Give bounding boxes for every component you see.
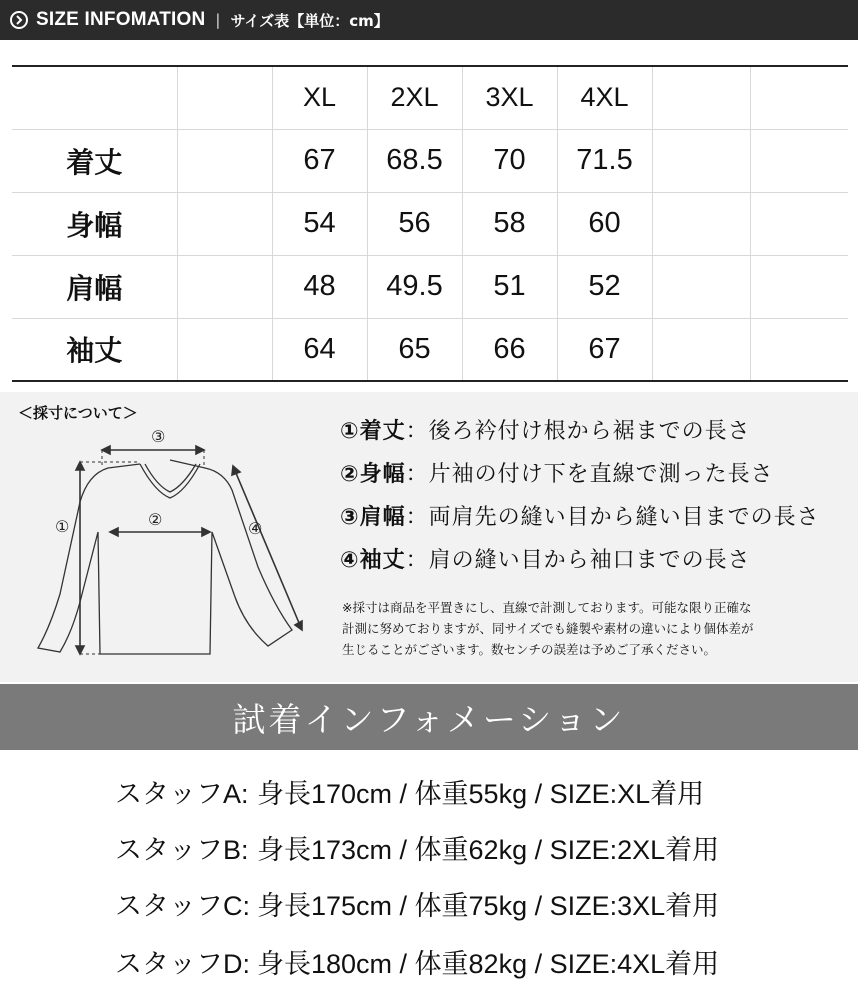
- marker-3: ③: [151, 427, 166, 446]
- table-cell: 70: [462, 129, 557, 192]
- table-cell: 54: [272, 192, 367, 255]
- table-cell: 48: [272, 255, 367, 318]
- row-label: 身幅: [12, 192, 177, 255]
- row-label: 袖丈: [12, 318, 177, 381]
- empty-cell: [750, 318, 848, 381]
- table-cell: 51: [462, 255, 557, 318]
- table-cell: 49.5: [367, 255, 462, 318]
- size-info-header: [0, 0, 858, 40]
- staff-line: [115, 772, 704, 811]
- column-header: 2XL: [367, 66, 462, 129]
- sleeve-length-arrow: [233, 466, 302, 630]
- table-cell: 52: [557, 255, 652, 318]
- empty-cell: [750, 255, 848, 318]
- definition-text: ：片袖の付け下を直線で測った長さ: [405, 462, 774, 487]
- empty-cell: [177, 66, 272, 129]
- table-cell: 56: [367, 192, 462, 255]
- column-header: XL: [272, 66, 367, 129]
- table-row: [12, 318, 848, 381]
- table-cell: 60: [557, 192, 652, 255]
- table-row: [12, 129, 848, 192]
- marker-4: ④: [248, 519, 263, 538]
- table-cell: 68.5: [367, 129, 462, 192]
- shirt-collar-inner: [145, 464, 196, 492]
- staff-info: 身長175cm / 体重75kg / SIZE:3XL着用: [257, 891, 720, 921]
- definition-text: ：肩の縫い目から袖口までの長さ: [405, 548, 751, 573]
- table-cell: 65: [367, 318, 462, 381]
- table-cell: 58: [462, 192, 557, 255]
- empty-cell: [652, 192, 750, 255]
- empty-cell: [652, 129, 750, 192]
- size-table: [12, 65, 848, 382]
- table-cell: 71.5: [557, 129, 652, 192]
- definition-text: ：後ろ衿付け根から裾までの長さ: [405, 419, 751, 444]
- definition-label: ②身幅: [340, 462, 406, 487]
- table-cell: 67: [272, 129, 367, 192]
- tryon-title: 試着インフォメーション: [0, 684, 858, 750]
- header-subtitle: サイズ表【単位：cm】: [230, 11, 389, 30]
- empty-cell: [652, 318, 750, 381]
- staff-info: 身長170cm / 体重55kg / SIZE:XL着用: [257, 779, 705, 809]
- definition-item: [340, 416, 820, 459]
- row-label: 着丈: [12, 129, 177, 192]
- empty-cell: [177, 192, 272, 255]
- staff-line: [115, 942, 719, 981]
- definition-item: [340, 459, 820, 502]
- empty-cell: [177, 129, 272, 192]
- table-cell: 64: [272, 318, 367, 381]
- header-separator: |: [215, 11, 221, 29]
- staff-name: スタッフA:: [115, 779, 249, 809]
- column-header: 3XL: [462, 66, 557, 129]
- definition-label: ④袖丈: [340, 548, 406, 573]
- staff-name: スタッフB:: [115, 835, 249, 865]
- definition-label: ③肩幅: [340, 505, 406, 530]
- table-cell: 66: [462, 318, 557, 381]
- table-cell: 67: [557, 318, 652, 381]
- staff-name: スタッフC:: [115, 891, 250, 921]
- table-row: [12, 192, 848, 255]
- staff-info: 身長180cm / 体重82kg / SIZE:4XL着用: [257, 949, 720, 979]
- staff-line: [115, 828, 719, 867]
- chevron-right-circle-icon: [10, 11, 28, 29]
- marker-2: ②: [148, 510, 163, 529]
- definition-text: ：両肩先の縫い目から縫い目までの長さ: [405, 505, 820, 530]
- note-line: 計測に努めておりますが、同サイズでも縫製や素材の違いにより個体差が: [342, 621, 754, 636]
- shirt-collar: [140, 464, 200, 498]
- shirt-measurement-diagram: [20, 422, 320, 672]
- measuring-note: [342, 597, 832, 660]
- header-title: SIZE INFOMATION: [36, 9, 206, 30]
- empty-cell: [652, 66, 750, 129]
- note-line: 生じることがございます。数センチの誤差は予めご了承ください。: [342, 642, 717, 657]
- definition-item: [340, 502, 820, 545]
- column-header: 4XL: [557, 66, 652, 129]
- staff-line: [115, 884, 719, 923]
- measuring-section: [0, 392, 858, 682]
- marker-1: ①: [55, 517, 70, 536]
- measuring-title: ＜採寸について＞: [18, 404, 138, 422]
- empty-cell: [750, 66, 848, 129]
- empty-cell: [177, 255, 272, 318]
- empty-cell: [12, 66, 177, 129]
- measurement-definitions: [340, 416, 820, 588]
- staff-name: スタッフD:: [115, 949, 250, 979]
- staff-info: 身長173cm / 体重62kg / SIZE:2XL着用: [257, 835, 720, 865]
- definition-item: [340, 545, 820, 588]
- empty-cell: [652, 255, 750, 318]
- size-table-header-row: [12, 66, 848, 129]
- empty-cell: [177, 318, 272, 381]
- row-label: 肩幅: [12, 255, 177, 318]
- empty-cell: [750, 192, 848, 255]
- empty-cell: [750, 129, 848, 192]
- definition-label: ①着丈: [340, 419, 406, 444]
- table-row: [12, 255, 848, 318]
- note-line: ※採寸は商品を平置きにし、直線で計測しております。可能な限り正確な: [342, 600, 752, 615]
